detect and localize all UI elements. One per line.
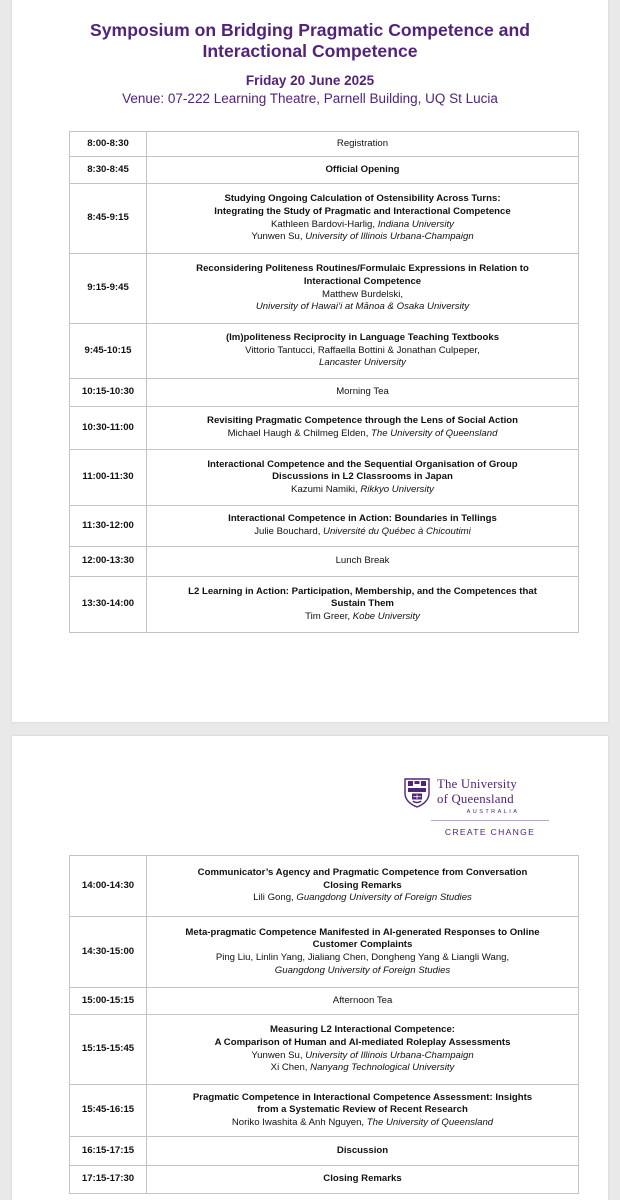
- schedule-table: [69, 131, 579, 633]
- programme-page-2: [12, 736, 608, 1200]
- speaker-affiliation: Lancaster University: [319, 357, 406, 369]
- row-time: 9:45-10:15: [70, 324, 147, 379]
- row-label: Afternoon Tea: [147, 988, 579, 1015]
- page-title: [12, 20, 608, 62]
- schedule-row: [70, 917, 579, 988]
- schedule-row: [70, 450, 579, 506]
- row-time: 9:15-9:45: [70, 254, 147, 324]
- speaker-line: [153, 1062, 572, 1075]
- talk-title: Sustain Them: [331, 598, 394, 610]
- speaker-line: [153, 611, 572, 624]
- speaker-name: Tim Greer,: [305, 610, 353, 622]
- event-venue: Venue: 07-222 Learning Theatre, Parnell Building, UQ St Lucia: [122, 91, 498, 106]
- speaker-affiliation: The University of Queensland: [366, 1116, 494, 1128]
- talk-title: Meta-pragmatic Competence Manifested in AI-generated Responses to Online: [185, 926, 540, 938]
- speaker-name: Kathleen Bardovi-Harlig,: [271, 218, 378, 230]
- speaker-name: Lili Gong,: [253, 892, 297, 904]
- talk-title: L2 Learning in Action: Participation, Membership, and the Competences that: [188, 585, 537, 597]
- row-time: 15:15-15:45: [70, 1015, 147, 1085]
- row-label: Registration: [147, 132, 579, 157]
- row-label: Morning Tea: [147, 379, 579, 407]
- speaker-name: Vittorio Tantucci, Raffaella Bottini & Jonathan Culpeper,: [245, 344, 480, 356]
- uq-country: AUSTRALIA: [466, 809, 520, 815]
- speaker-line: [153, 428, 572, 441]
- speaker-name: Ping Liu, Linlin Yang, Jialiang Chen, Dongheng Yang & Liangli Wang,: [215, 952, 510, 963]
- row-session: [147, 577, 579, 633]
- schedule-row: [70, 1085, 579, 1137]
- speaker-line: [153, 892, 572, 905]
- row-time: 17:15-17:30: [70, 1166, 147, 1194]
- row-session: [147, 917, 579, 988]
- speaker-affiliation: Université du Québec à Chicoutimi: [323, 526, 471, 537]
- talk-title: from a Systematic Review of Recent Research: [257, 1104, 468, 1116]
- speaker-affiliation: University of Hawaiʻi at Mānoa & Osaka University: [255, 301, 470, 313]
- talk-title: Pragmatic Competence in Interactional Competence Assessment: Insights: [192, 1091, 533, 1103]
- uq-name-line-2: of Queensland: [437, 792, 514, 806]
- schedule-row: [70, 547, 579, 577]
- schedule-row: [70, 184, 579, 254]
- speaker-line: [153, 1117, 572, 1130]
- event-date: Friday 20 June 2025: [245, 73, 375, 88]
- speaker-line: [153, 526, 572, 539]
- speaker-affiliation: Nanyang Technological University: [310, 1062, 455, 1074]
- speaker-line: [153, 219, 572, 232]
- row-time: 13:30-14:00: [70, 577, 147, 633]
- schedule-row: [70, 856, 579, 917]
- programme-page-1: [12, 0, 608, 722]
- row-time: 11:30-12:00: [70, 506, 147, 547]
- row-session: [147, 506, 579, 547]
- row-session: [147, 184, 579, 254]
- talk-title: A Comparison of Human and AI-mediated Roleplay Assessments: [214, 1036, 511, 1048]
- uq-name-line-1: The University: [437, 777, 517, 791]
- speaker-name: Kazumi Namiki,: [291, 483, 361, 495]
- talk-title: Studying Ongoing Calculation of Ostensibility Across Turns:: [224, 193, 501, 205]
- speaker-name: Noriko Iwashita & Anh Nguyen,: [231, 1116, 367, 1128]
- schedule-row: [70, 577, 579, 633]
- talk-title: Interactional Competence: [303, 275, 422, 287]
- schedule-table: [69, 855, 579, 1194]
- schedule-row: [70, 506, 579, 547]
- schedule-row: [70, 407, 579, 450]
- title-line-2: Interactional Competence: [202, 41, 418, 61]
- row-time: 14:00-14:30: [70, 856, 147, 917]
- row-session: [147, 254, 579, 324]
- speaker-affiliation: Rikkyo University: [360, 483, 434, 495]
- talk-title: Customer Complaints: [312, 939, 413, 951]
- row-time: 16:15-17:15: [70, 1137, 147, 1166]
- speaker-affiliation: University of Illinois Urbana-Champaign: [305, 231, 474, 243]
- talk-title: Measuring L2 Interactional Competence:: [270, 1024, 455, 1036]
- row-label: Closing Remarks: [147, 1166, 579, 1194]
- row-session: [147, 1085, 579, 1137]
- speaker-name: Michael Haugh & Chilmeg Elden,: [227, 428, 372, 439]
- title-line-1: Symposium on Bridging Pragmatic Competence and: [90, 20, 530, 40]
- uq-tagline: CREATE CHANGE: [444, 827, 536, 837]
- speaker-name: Xi Chen,: [270, 1062, 311, 1074]
- row-time: 14:30-15:00: [70, 917, 147, 988]
- schedule-row: [70, 1015, 579, 1085]
- row-label: Discussion: [147, 1137, 579, 1166]
- row-session: [147, 1015, 579, 1085]
- row-time: 8:30-8:45: [70, 157, 147, 184]
- row-session: [147, 407, 579, 450]
- uq-wordmark: [437, 777, 517, 807]
- row-time: 8:00-8:30: [70, 132, 147, 157]
- row-session: [147, 856, 579, 917]
- schedule-row: [70, 379, 579, 407]
- logo-divider: [431, 820, 549, 821]
- speaker-affiliation: Guangdong University of Foreign Studies: [274, 964, 451, 976]
- schedule-row: [70, 157, 579, 184]
- talk-title: Discussions in L2 Classrooms in Japan: [272, 471, 453, 483]
- schedule-row: [70, 1166, 579, 1194]
- row-label: Lunch Break: [147, 547, 579, 577]
- talk-title: Closing Remarks: [323, 879, 402, 891]
- row-session: [147, 324, 579, 379]
- speaker-line: [153, 231, 572, 244]
- speaker-affiliation: Indiana University: [377, 218, 454, 230]
- schedule-row: [70, 324, 579, 379]
- speaker-affiliation: Guangdong University of Foreign Studies: [296, 892, 472, 904]
- speaker-name: Julie Bouchard,: [254, 526, 324, 537]
- speaker-name: Matthew Burdelski,: [321, 288, 404, 300]
- talk-title: Reconsidering Politeness Routines/Formulaic Expressions in Relation to: [196, 263, 529, 275]
- talk-title: (Im)politeness Reciprocity in Language Teaching Textbooks: [225, 332, 500, 344]
- speaker-affiliation: University of Illinois Urbana-Champaign: [305, 1049, 474, 1061]
- row-time: 12:00-13:30: [70, 547, 147, 577]
- row-time: 15:00-15:15: [70, 988, 147, 1015]
- speaker-line: [153, 484, 572, 497]
- uq-crest-icon: [404, 778, 430, 808]
- talk-title: Interactional Competence and the Sequential Organisation of Group: [207, 458, 518, 470]
- row-time: 10:15-10:30: [70, 379, 147, 407]
- schedule-row: [70, 132, 579, 157]
- row-time: 15:45-16:15: [70, 1085, 147, 1137]
- row-time: 11:00-11:30: [70, 450, 147, 506]
- schedule-row: [70, 1137, 579, 1166]
- speaker-affiliation: The University of Queensland: [371, 428, 498, 439]
- schedule-row: [70, 988, 579, 1015]
- speaker-name: Yunwen Su,: [251, 1049, 306, 1061]
- row-time: 10:30-11:00: [70, 407, 147, 450]
- row-label: Official Opening: [147, 157, 579, 184]
- row-time: 8:45-9:15: [70, 184, 147, 254]
- uq-logo: [404, 776, 554, 842]
- talk-title: Interactional Competence in Action: Boundaries in Tellings: [228, 513, 497, 525]
- speaker-affiliation: Kobe University: [352, 610, 420, 622]
- schedule-row: [70, 254, 579, 324]
- talk-title: Communicator’s Agency and Pragmatic Competence from Conversation: [197, 867, 528, 879]
- talk-title: Revisiting Pragmatic Competence through the Lens of Social Action: [207, 415, 518, 427]
- speaker-line: [153, 1050, 572, 1063]
- speaker-name: Yunwen Su,: [251, 231, 306, 243]
- talk-title: Integrating the Study of Pragmatic and Interactional Competence: [214, 205, 511, 217]
- row-session: [147, 450, 579, 506]
